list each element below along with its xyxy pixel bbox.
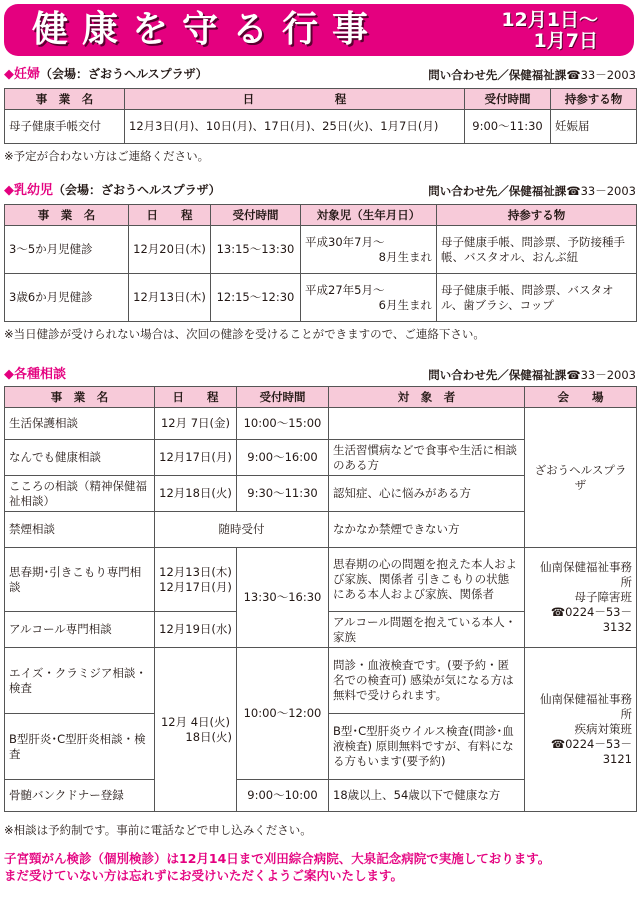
- section-title: ◆乳幼児: [4, 183, 53, 198]
- col-header: 事 業 名: [5, 387, 155, 408]
- col-header: 日 程: [129, 205, 211, 226]
- program-name: アルコール専門相談: [5, 612, 155, 648]
- program-name: 3～5か月児健診: [5, 226, 129, 274]
- venue-unit: 疾病対策班: [574, 722, 632, 736]
- schedule: 12月19日(水): [155, 612, 237, 648]
- consultation-table: [4, 386, 637, 812]
- schedule-date: 12月17日(月): [159, 579, 232, 594]
- note: ※予定が合わない方はご連絡ください。: [4, 149, 210, 163]
- target-children: [301, 274, 437, 322]
- venue: [525, 548, 637, 648]
- reception-time: 9:30～11:30: [237, 476, 329, 512]
- table-row: [5, 648, 637, 714]
- contact-label: 問い合わせ先／保健福祉課: [428, 68, 567, 82]
- venue-name: 仙南保健福祉事務所: [540, 560, 632, 589]
- col-header: 日 程: [155, 387, 237, 408]
- program-name: 3歳6か月児健診: [5, 274, 129, 322]
- venue: [525, 648, 637, 812]
- contact-info: [428, 367, 636, 383]
- section-venue: （会場：ざおうヘルスプラザ）: [53, 183, 221, 197]
- reception-time: 10:00～12:00: [237, 648, 329, 780]
- contact-phone: ☎33－2003: [566, 184, 636, 198]
- reception-time: 9:00～10:00: [237, 780, 329, 812]
- notice-line: まだ受けていない方は忘れずにお受けいただくようご案内いたします。: [4, 868, 404, 883]
- schedule: [155, 648, 237, 812]
- schedule-date: 18日(火): [185, 729, 232, 744]
- program-name: 生活保護相談: [5, 408, 155, 440]
- col-header: 持参する物: [551, 89, 637, 110]
- contact-label: 問い合わせ先／保健福祉課: [428, 368, 567, 382]
- col-header: 受付時間: [211, 205, 301, 226]
- birth-range-end: 6月生まれ: [378, 297, 432, 312]
- period-start: 12月1日〜: [501, 9, 598, 31]
- page-title: 健康を守る行事: [32, 9, 383, 50]
- schedule-date: 12月13日(木): [159, 564, 232, 579]
- schedule: 12月20日(木): [129, 226, 211, 274]
- schedule-date: 12月 4日(火): [160, 714, 231, 729]
- table-row: [5, 274, 637, 322]
- col-header: 対象児（生年月日）: [301, 205, 437, 226]
- table-row: [5, 110, 637, 144]
- target: 生活習慣病などで食事や生活に相談のある方: [329, 440, 525, 476]
- target: 問診・血液検査です。(要予約・匿名での検査可) 感染が気になる方は無料で受けられます。: [329, 648, 525, 714]
- reception-time: 10:00～15:00: [237, 408, 329, 440]
- program-name: 禁煙相談: [5, 512, 155, 548]
- cervical-cancer-notice: [4, 850, 636, 884]
- col-header: 会 場: [525, 387, 637, 408]
- contact-phone: ☎33－2003: [566, 368, 636, 382]
- venue-phone: ☎0224－53－3121: [550, 737, 632, 766]
- table-header-row: [5, 205, 637, 226]
- schedule: 随時受付: [155, 512, 329, 548]
- table-header-row: [5, 387, 637, 408]
- program-name: B型肝炎･C型肝炎相談・検査: [5, 714, 155, 780]
- period-end: 1月7日: [533, 30, 598, 52]
- table-row: [5, 548, 637, 612]
- note: ※当日健診が受けられない場合は、次回の健診を受けることができますので、ご連絡下さい。: [4, 327, 485, 341]
- contact-phone: ☎33－2003: [566, 68, 636, 82]
- table-row: [5, 408, 637, 440]
- target: 18歳以上、54歳以下で健康な方: [329, 780, 525, 812]
- col-header: 事 業 名: [5, 205, 129, 226]
- items-to-bring: 妊娠届: [551, 110, 637, 144]
- target: 認知症、心に悩みがある方: [329, 476, 525, 512]
- schedule: 12月18日(火): [155, 476, 237, 512]
- schedule: 12月3日(月)、10日(月)、17日(月)、25日(火)、1月7日(月): [125, 110, 465, 144]
- venue: ざおうヘルスプラザ: [525, 408, 637, 548]
- contact-label: 問い合わせ先／保健福祉課: [428, 184, 567, 198]
- contact-info: [428, 183, 636, 199]
- pregnancy-table: [4, 88, 637, 144]
- target: B型･C型肝炎ウイルス検査(問診･血液検査) 原則無料ですが、有料になる方もいます(要予約): [329, 714, 525, 780]
- reception-time: 9:00～11:30: [465, 110, 551, 144]
- table-header-row: [5, 89, 637, 110]
- reception-time: 13:30～16:30: [237, 548, 329, 648]
- items-to-bring: 母子健康手帳、問診票、予防接種手帳、バスタオル、おんぶ紐: [437, 226, 637, 274]
- section-pregnancy-heading: [4, 66, 636, 82]
- program-name: こころの相談（精神保健福祉相談）: [5, 476, 155, 512]
- items-to-bring: 母子健康手帳、問診票、バスタオル、歯ブラシ、コップ: [437, 274, 637, 322]
- col-header: 受付時間: [237, 387, 329, 408]
- reception-time: 9:00～16:00: [237, 440, 329, 476]
- target-children: [301, 226, 437, 274]
- col-header: 対 象 者: [329, 387, 525, 408]
- col-header: 日 程: [125, 89, 465, 110]
- infant-table: [4, 204, 637, 322]
- program-name: なんでも健康相談: [5, 440, 155, 476]
- birth-range-end: 8月生まれ: [378, 249, 432, 264]
- col-header: 持参する物: [437, 205, 637, 226]
- birth-range-start: 平成30年7月～: [305, 234, 385, 249]
- section-title: ◆各種相談: [4, 367, 66, 382]
- contact-info: [428, 67, 636, 83]
- period-label: [458, 10, 598, 52]
- notice-line: 子宮頸がん検診（個別検診）は12月14日まで刈田綜合病院、大泉記念病院で実施しております。: [4, 851, 551, 866]
- section-infant-heading: [4, 182, 636, 198]
- birth-range-start: 平成27年5月～: [305, 282, 385, 297]
- program-name: エイズ・クラミジア相談・検査: [5, 648, 155, 714]
- col-header: 受付時間: [465, 89, 551, 110]
- col-header: 事 業 名: [5, 89, 125, 110]
- reception-time: 12:15～12:30: [211, 274, 301, 322]
- reception-time: 13:15～13:30: [211, 226, 301, 274]
- venue-phone: ☎0224－53－3132: [550, 605, 632, 634]
- program-name: 思春期･引きこもり専門相談: [5, 548, 155, 612]
- section-title: ◆妊婦: [4, 67, 40, 82]
- schedule: [155, 548, 237, 612]
- schedule: 12月17日(月): [155, 440, 237, 476]
- program-name: 母子健康手帳交付: [5, 110, 125, 144]
- section-consultation-heading: [4, 366, 636, 382]
- target: 思春期の心の問題を抱えた本人および家族、関係者 引きこもりの状態にある本人および家族、関係者: [329, 548, 525, 612]
- header-banner: [4, 4, 634, 56]
- schedule: 12月13日(木): [129, 274, 211, 322]
- target: なかなか禁煙できない方: [329, 512, 525, 548]
- venue-name: 仙南保健福祉事務所: [540, 692, 632, 721]
- section-venue: （会場：ざおうヘルスプラザ）: [40, 67, 208, 81]
- target: アルコール問題を抱えている本人・家族: [329, 612, 525, 648]
- target: [329, 408, 525, 440]
- note: ※相談は予約制です。事前に電話などで申し込みください。: [4, 823, 312, 837]
- schedule: 12月 7日(金): [155, 408, 237, 440]
- table-row: [5, 226, 637, 274]
- program-name: 骨髄バンクドナー登録: [5, 780, 155, 812]
- venue-unit: 母子障害班: [574, 590, 632, 604]
